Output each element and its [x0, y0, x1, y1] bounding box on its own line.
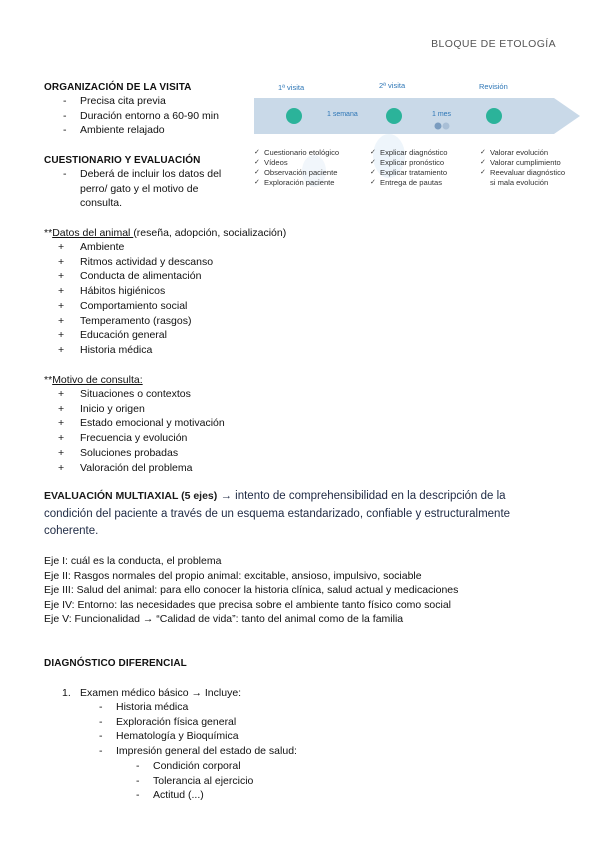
- check-item-continuation: si mala evolución: [490, 178, 549, 187]
- eje-line: Eje V: Funcionalidad → “Calidad de vida”: tanto del animal como de la familia: [44, 613, 404, 626]
- list-item: + Valoración del problema: [80, 461, 225, 476]
- datos-rest: (reseña, adopción, socialización): [133, 227, 287, 239]
- list-item: + Inicio y origen: [80, 402, 225, 417]
- datos-link-text: Datos del animal: [52, 227, 134, 239]
- check-item: ✓ Explicar pronóstico: [370, 158, 448, 168]
- dash-bullet: -: [63, 168, 67, 180]
- list-item: + Educación general: [80, 328, 213, 343]
- datos-heading: [44, 226, 286, 241]
- motivo-list: [80, 387, 225, 475]
- arrow: →: [217, 490, 236, 502]
- revision-checklist: [480, 148, 565, 188]
- motivo-link-text: Motivo de consulta:: [52, 374, 143, 386]
- list-item: + Soluciones probadas: [80, 446, 225, 461]
- multiaxial-paragraph: [44, 488, 564, 541]
- diagdif-item: Examen médico básico → Incluye:: [80, 687, 242, 699]
- clock-icon-a: [435, 123, 442, 130]
- list-item: - Hematología y Bioquímica: [116, 729, 297, 744]
- list-item: - Exploración física general: [116, 715, 297, 730]
- list-item: - Impresión general del estado de salud:: [116, 744, 297, 759]
- text-line: coherente.: [44, 525, 99, 537]
- list-item: + Estado emocional y motivación: [80, 416, 225, 431]
- label-first-visit: 1ª visita: [278, 83, 305, 92]
- second-visit-checklist: [370, 148, 448, 188]
- multiaxial-rest: intento de comprehensibilidad en la descripción de la: [235, 490, 506, 502]
- org-title: ORGANIZACIÓN DE LA VISITA: [44, 82, 192, 93]
- check-item: ✓ Valorar evolución: [480, 148, 565, 158]
- timeline-arrow: [254, 98, 580, 134]
- list-item: - Duración entorno a 60-90 min: [80, 109, 219, 124]
- check-item: ✓ Explicar tratamiento: [370, 168, 448, 178]
- page-header: BLOQUE DE ETOLOGÍA: [431, 38, 556, 50]
- timeline-dot-1: [286, 108, 302, 124]
- label-revision: Revisión: [479, 82, 508, 91]
- list-item: + Ritmos actividad y descanso: [80, 255, 213, 270]
- check-item: ✓ Cuestionario etológico: [254, 148, 339, 158]
- eje-line: Eje I: cuál es la conducta, el problema: [44, 555, 222, 567]
- list-item: + Hábitos higiénicos: [80, 284, 213, 299]
- list-item: + Frecuencia y evolución: [80, 431, 225, 446]
- clock-icon-b: [443, 123, 450, 130]
- list-item: + Situaciones o contextos: [80, 387, 225, 402]
- diagdif-subsub-list: [153, 759, 253, 803]
- label-second-visit: 2ª visita: [379, 81, 406, 90]
- check-item: ✓ Reevaluar diagnóstico: [480, 168, 565, 178]
- list-item: - Actitud (...): [153, 788, 253, 803]
- org-list: [80, 94, 219, 138]
- asterisks: **: [44, 374, 53, 386]
- asterisks: **: [44, 227, 53, 239]
- cuest-title: CUESTIONARIO Y EVALUACIÓN: [44, 155, 201, 166]
- list-item: + Historia médica: [80, 343, 213, 358]
- list-item: - Ambiente relajado: [80, 123, 219, 138]
- check-item: ✓ Observación paciente: [254, 168, 339, 178]
- list-item: - Precisa cita previa: [80, 94, 219, 109]
- check-item: ✓ Entrega de pautas: [370, 178, 448, 188]
- list-item: - Condición corporal: [153, 759, 253, 774]
- datos-list: [80, 240, 213, 358]
- text-line: Deberá de incluir los datos del: [80, 168, 222, 180]
- timeline-dot-2: [386, 108, 402, 124]
- list-item: + Comportamiento social: [80, 299, 213, 314]
- check-item: ✓ Explicar diagnóstico: [370, 148, 448, 158]
- list-item: + Temperamento (rasgos): [80, 314, 213, 329]
- text-line: perro/ gato y el motivo de: [80, 182, 199, 195]
- interval-month: 1 mes: [432, 111, 452, 118]
- text-line: consulta.: [80, 197, 123, 210]
- ejes-list: [44, 554, 458, 627]
- diagdif-title: DIAGNÓSTICO DIFERENCIAL: [44, 658, 187, 669]
- list-item: - Tolerancia al ejercicio: [153, 774, 253, 789]
- list-item: + Conducta de alimentación: [80, 269, 213, 284]
- list-item: + Ambiente: [80, 240, 213, 255]
- text-line: [44, 488, 564, 506]
- interval-week: 1 semana: [327, 111, 358, 118]
- timeline-dot-3: [486, 108, 502, 124]
- eje-line: Eje III: Salud del animal: para ello conocer la historia clínica, salud actual y medicaciones: [44, 584, 459, 597]
- check-item: ✓ Vídeos: [254, 158, 339, 168]
- check-item: ✓ Exploración paciente: [254, 178, 339, 188]
- diagdif-num: 1.: [62, 687, 71, 699]
- eje-line: Eje IV: Entorno: las necesidades que precisa sobre el ambiente tanto físico como social: [44, 598, 452, 611]
- cuest-item: [63, 167, 222, 211]
- list-item: - Historia médica: [116, 700, 297, 715]
- first-visit-checklist: [254, 148, 339, 188]
- check-item: ✓ Valorar cumplimiento: [480, 158, 565, 168]
- diagdif-sub-list: [116, 700, 297, 759]
- visit-timeline-diagram: [254, 76, 580, 206]
- motivo-heading: [44, 373, 143, 388]
- text-line: condición del paciente a través de un esquema estandarizado, confiable y estructuralmente: [44, 507, 511, 520]
- eje-line: Eje II: Rasgos normales del propio animal: excitable, ansioso, impulsivo, sociable: [44, 569, 422, 582]
- multiaxial-bold: EVALUACIÓN MULTIAXIAL (5 ejes): [44, 490, 218, 502]
